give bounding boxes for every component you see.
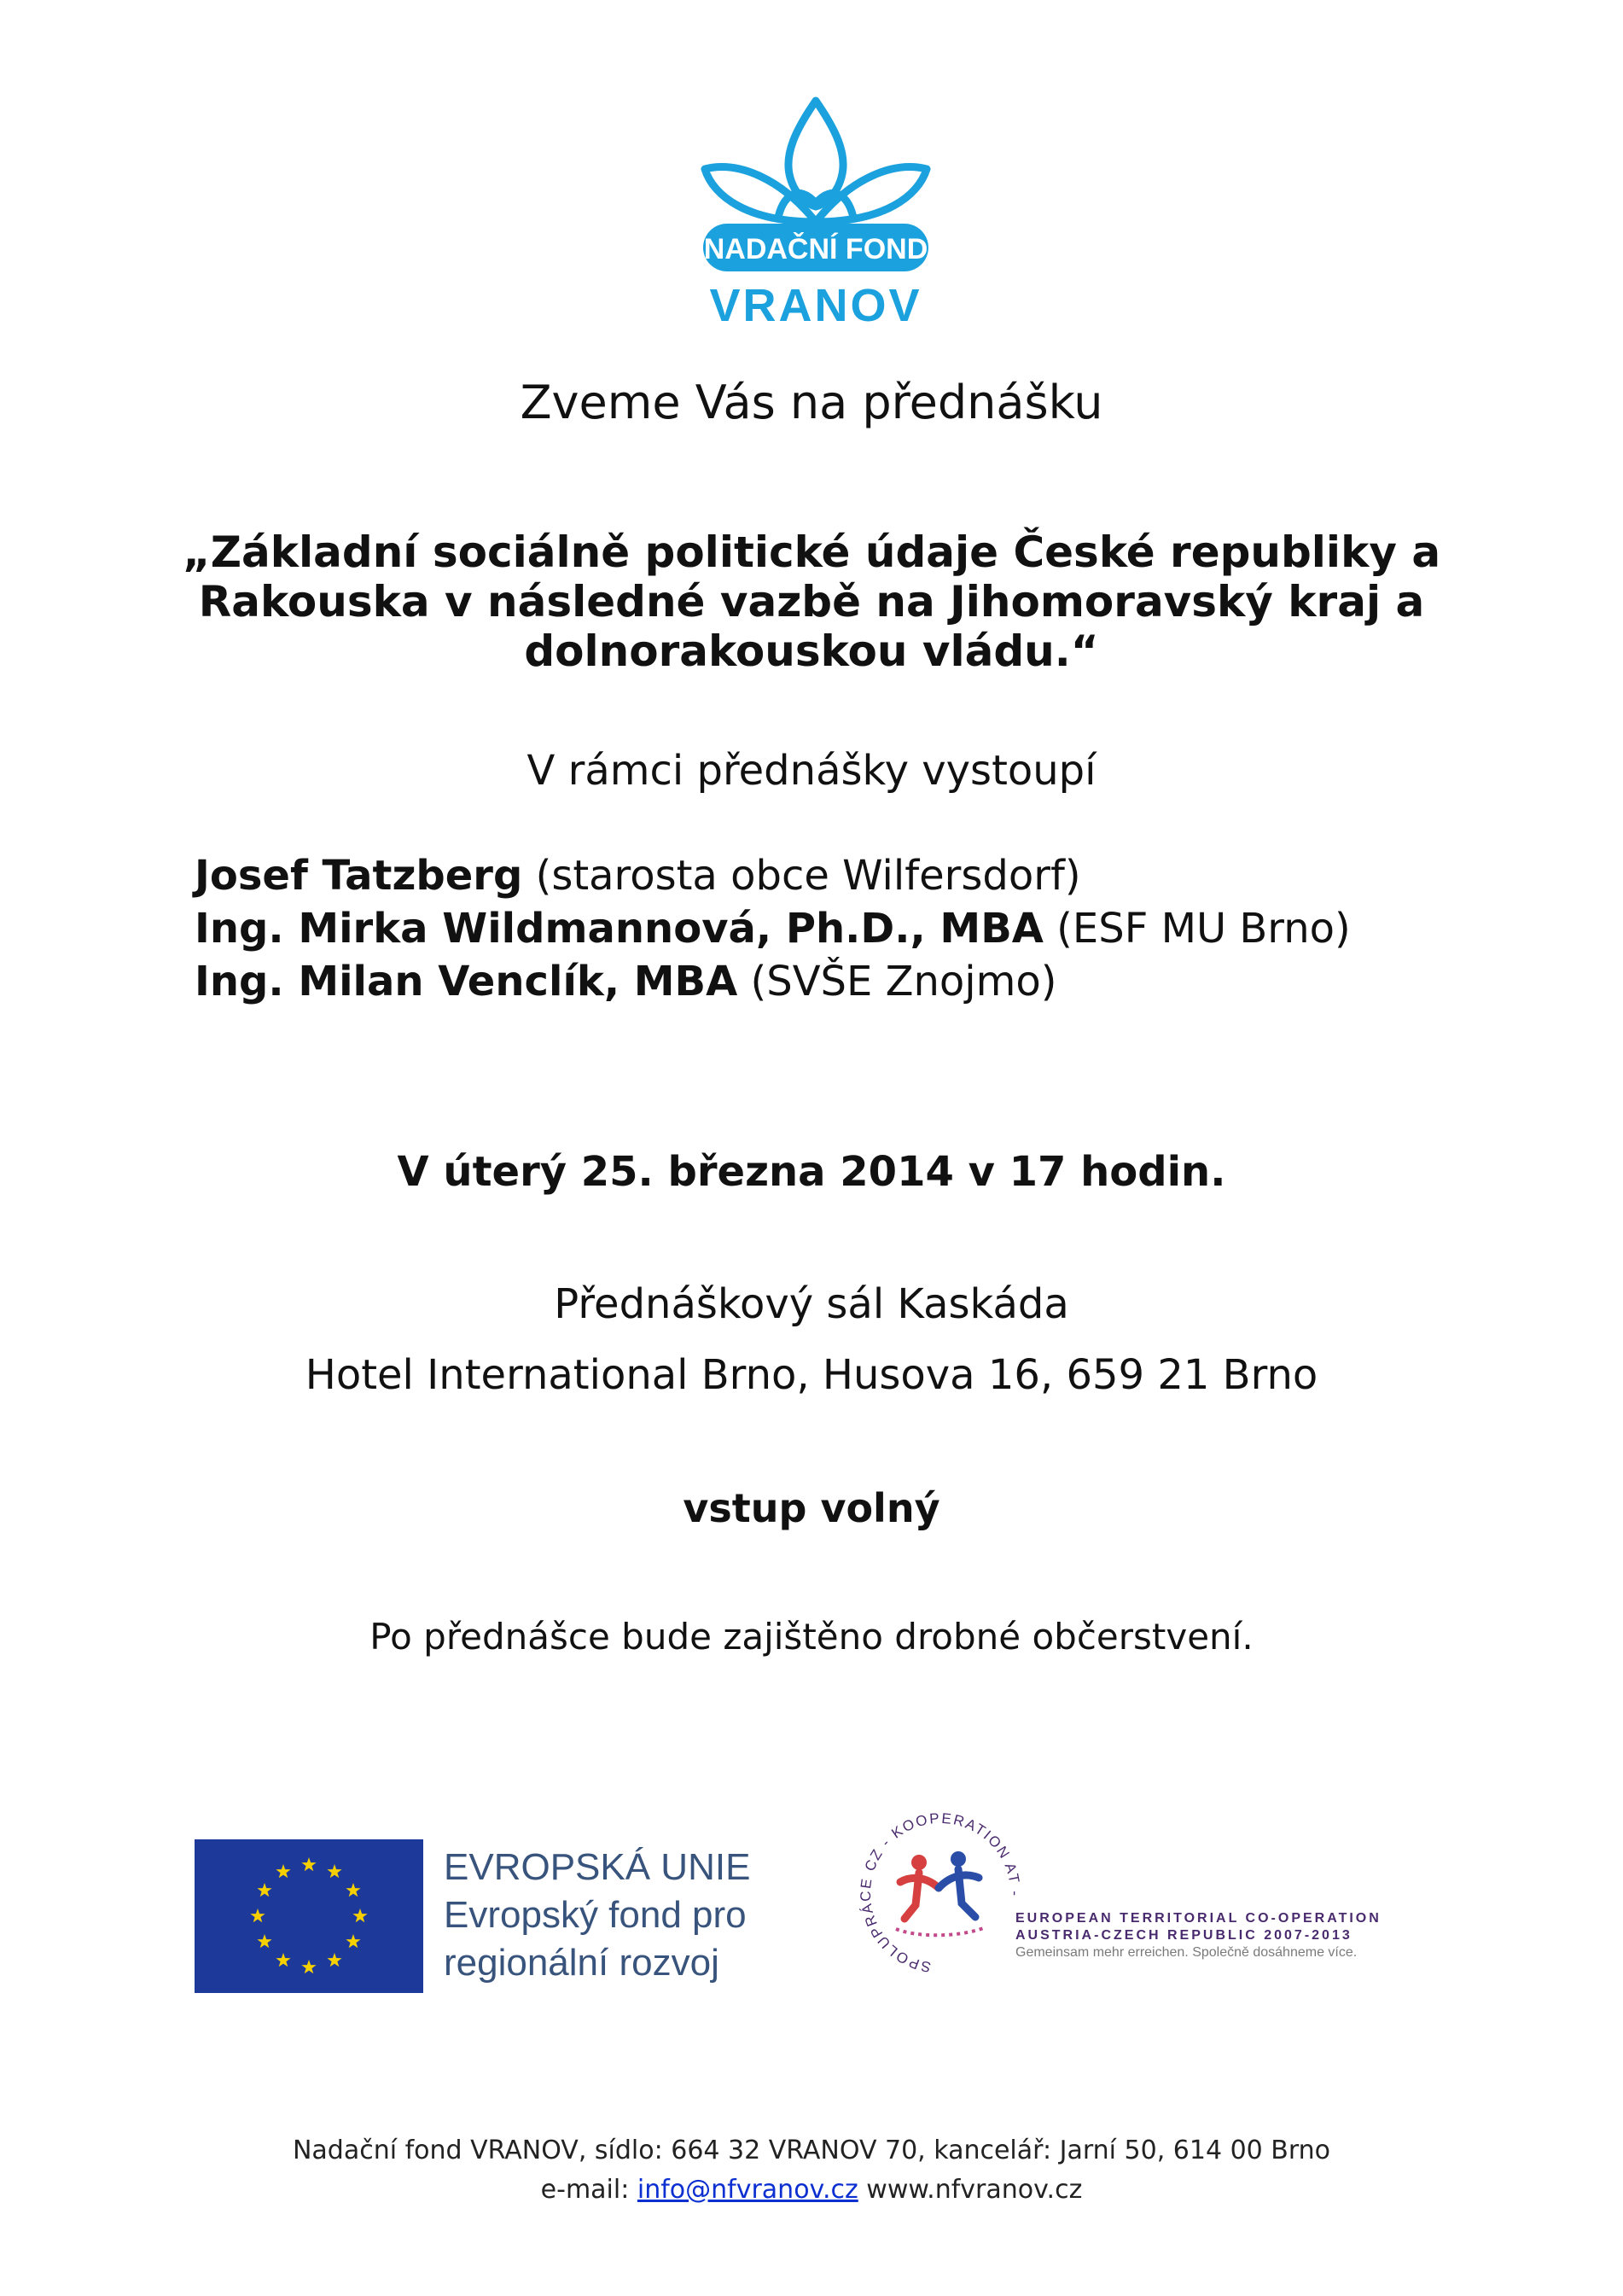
footer-address: Nadační fond VRANOV, sídlo: 664 32 VRANOV 70, kancelář: Jarní 50, 614 00 Brno	[292, 2136, 1331, 2165]
eu-line1: EVROPSKÁ UNIE	[444, 1846, 751, 1888]
interreg-line1: EUROPEAN TERRITORIAL CO-OPERATION	[1015, 1911, 1382, 1926]
speaker-name: Ing. Milan Venclík, MBA	[195, 958, 738, 1005]
interreg-logo-text	[1015, 1910, 1382, 1961]
svg-text:SPOLUPRÁCE CZ - KOOPERATION AT	[858, 1810, 1023, 1976]
entry-note: vstup volný	[683, 1485, 940, 1531]
interreg-line2: AUSTRIA-CZECH REPUBLIC 2007-2013	[1015, 1928, 1352, 1943]
vranov-logo	[688, 94, 944, 333]
speaker-item	[195, 849, 1351, 902]
speaker-affiliation: (ESF MU Brno)	[1043, 905, 1351, 953]
refreshments-note: Po přednášce bude zajištěno drobné občerstvení.	[369, 1616, 1254, 1658]
email-label: e-mail:	[540, 2175, 637, 2205]
speaker-affiliation: (starosta obce Wilfersdorf)	[522, 852, 1081, 900]
invite-heading: Zveme Vás na přednášku	[520, 376, 1103, 429]
speaker-item	[195, 902, 1351, 955]
speaker-affiliation: (SVŠE Znojmo)	[737, 958, 1057, 1005]
speaker-name: Josef Tatzberg	[195, 852, 523, 900]
speakers-intro: V rámci přednášky vystoupí	[526, 747, 1097, 795]
logo-line2: VRANOV	[709, 280, 922, 331]
eu-flag-icon	[195, 1839, 423, 1993]
lecture-title	[0, 527, 1623, 676]
website-text: www.nfvranov.cz	[858, 2175, 1083, 2205]
speaker-name: Ing. Mirka Wildmannová, Ph.D., MBA	[195, 905, 1044, 953]
title-line: dolnorakouskou vládu.“	[524, 626, 1099, 676]
event-date: V úterý 25. března 2014 v 17 hodin.	[397, 1148, 1226, 1196]
title-line: „Základní sociálně politické údaje České republiky a	[182, 527, 1441, 577]
event-address: Hotel International Brno, Husova 16, 659 21 Brno	[305, 1351, 1318, 1399]
interreg-line3: Gemeinsam mehr erreichen. Společně dosáhneme více.	[1015, 1945, 1358, 1960]
eu-line2: Evropský fond pro	[444, 1894, 747, 1936]
eu-logo-text	[444, 1844, 750, 1987]
interreg-seal-icon	[858, 1809, 1024, 1980]
event-venue: Přednáškový sál Kaskáda	[554, 1280, 1069, 1328]
logo-line1: NADAČNÍ FOND	[703, 233, 928, 265]
seal-text: SPOLUPRÁCE CZ - KOOPERATION AT -	[858, 1809, 1024, 1976]
eu-line3: regionální rozvoj	[444, 1942, 719, 1984]
speaker-list	[195, 849, 1351, 1008]
title-line: Rakouska v následné vazbě na Jihomoravský kraj a	[198, 577, 1425, 626]
email-link[interactable]: info@nfvranov.cz	[637, 2175, 858, 2205]
footer-contact	[0, 2175, 1623, 2205]
speaker-item	[195, 955, 1351, 1008]
